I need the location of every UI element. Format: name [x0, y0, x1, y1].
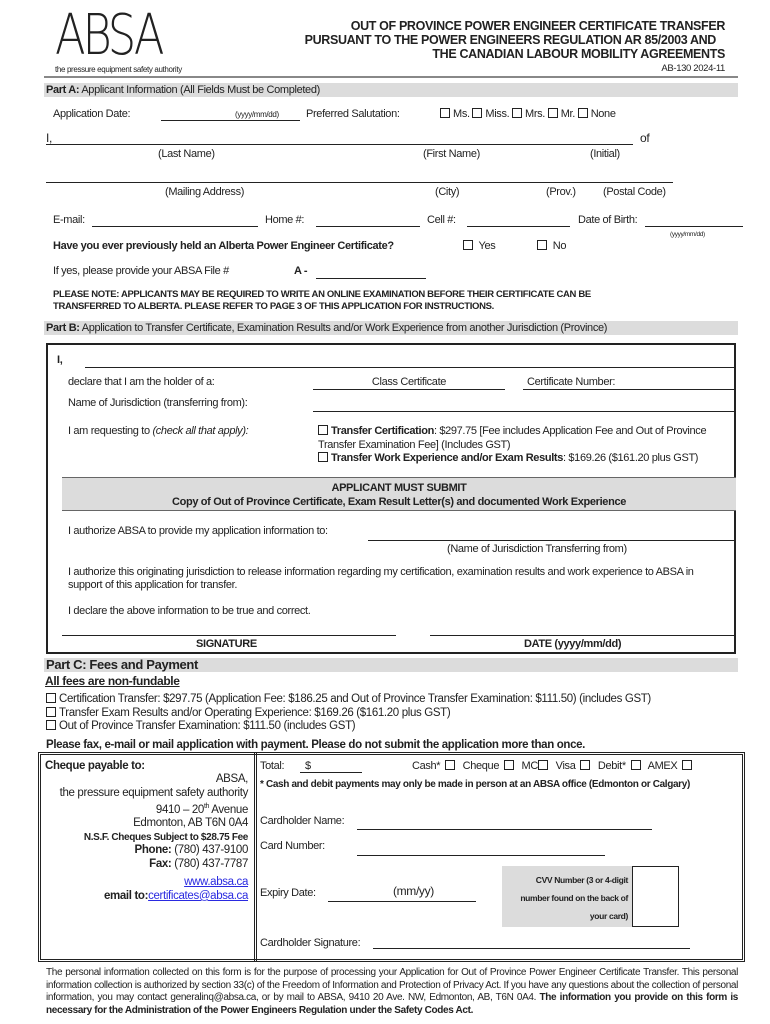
checkbox[interactable] [537, 240, 547, 250]
method-label: Cash* [412, 760, 441, 772]
postal-code-caption: (Postal Code) [603, 186, 666, 198]
dob-field[interactable] [645, 226, 743, 227]
method-label: Visa [555, 760, 576, 772]
form-number: AB-130 2024-11 [661, 63, 725, 74]
salutation-ms[interactable] [440, 108, 470, 120]
expiry-field[interactable] [328, 901, 476, 902]
checkbox[interactable] [580, 760, 590, 770]
salutation-none[interactable] [578, 108, 616, 120]
method-cash[interactable] [412, 760, 458, 772]
street-number: 9410 – 20 [155, 803, 204, 816]
must-submit-title: APPLICANT MUST SUBMIT [331, 482, 467, 494]
exam-note-line-1: PLEASE NOTE: APPLICANTS MAY BE REQUIRED TO WRITE AN ONLINE EXAMINATION BEFORE THEIR CERTIFICATE CAN BE [53, 289, 591, 300]
salutation-mr[interactable] [548, 108, 575, 120]
cardholder-signature-label: Cardholder Signature: [260, 937, 361, 949]
of-label: of [640, 131, 650, 145]
fee-option-certification[interactable] [46, 693, 651, 705]
authorize-absa-label: I authorize ABSA to provide my application information to: [68, 525, 328, 537]
request-options [318, 425, 718, 466]
card-number-field[interactable] [357, 855, 605, 856]
option-transfer-experience[interactable] [318, 452, 718, 466]
cvv-label: CVV Number (3 or 4-digit number found on the back of your card) [502, 866, 632, 927]
method-visa[interactable] [556, 760, 594, 772]
checkbox[interactable] [512, 108, 522, 118]
fee-option-exam-results[interactable] [46, 707, 450, 719]
checkbox[interactable] [548, 108, 558, 118]
payee-city: Edmonton, AB T6N 0A4 [133, 817, 248, 830]
authorize-jurisdiction-caption: (Name of Jurisdiction Transferring from) [447, 543, 627, 555]
website-link[interactable]: www.absa.ca [184, 876, 248, 889]
total-field[interactable] [300, 760, 362, 773]
street-suffix: th [203, 803, 210, 810]
expiry-format: (mm/yy) [393, 884, 434, 898]
fee-option-examination[interactable] [46, 720, 355, 732]
salutation-label: None [590, 108, 616, 120]
non-refundable-notice: All fees are non-fundable [45, 674, 180, 688]
privacy-notice [46, 967, 738, 1017]
option-detail: : $297.75 [Fee includes Application Fee and Out of Province Transfer Examination Fee] (Includes GST) [318, 425, 707, 451]
salutation-label: Mrs. [525, 108, 546, 120]
method-debit[interactable] [598, 760, 644, 772]
part-a-header [44, 83, 738, 97]
salutation-miss[interactable] [472, 108, 509, 120]
class-certificate-label: Class Certificate [371, 376, 447, 388]
must-submit-banner [62, 477, 736, 511]
authorize-jurisdiction-field[interactable] [368, 540, 735, 541]
cell-phone-field[interactable] [467, 226, 570, 227]
cash-debit-note: * Cash and debit payments may only be made in person at an ABSA office (Edmonton or Calgary) [260, 779, 690, 790]
privacy-text: The personal information collected on this form is for the purpose of processing your Application for Out of Province Power Engineer Certificate Transfer. This personal information collection is authorized by section 33(c) of the Freedom of Information and Protection of Privacy Act. If you have any questions about the collection of personal information, you may contact generalinq@absa.ca, or by mail to ABSA, 9410 20 Ave. NW, Edmonton, AB, T6N 0A4. [46, 967, 738, 1003]
cheque-title: Cheque payable to: [45, 760, 145, 772]
last-name-caption: (Last Name) [158, 148, 215, 160]
full-name-field[interactable] [46, 144, 633, 145]
payee-name: ABSA, [215, 773, 248, 785]
previous-certificate-question: Have you ever previously held an Alberta Power Engineer Certificate? [53, 240, 394, 252]
cell-phone-label: Cell #: [427, 214, 456, 226]
form-title-line-2: PURSUANT TO THE POWER ENGINEERS REGULATION AR 85/2003 AND [304, 33, 716, 47]
logo-tagline: the pressure equipment safety authority [55, 65, 182, 74]
phone-label: Phone: [134, 844, 172, 857]
submission-instruction: Please fax, e-mail or mail application with payment. Please do not submit the application more than once. [46, 739, 586, 751]
cheque-address [60, 773, 248, 903]
email-label: E-mail: [53, 214, 85, 226]
nsf-fee: N.S.F. Cheques Subject to $28.75 Fee [83, 831, 248, 843]
method-label: Debit* [597, 760, 626, 772]
part-b-i-label: I, [57, 354, 63, 366]
part-a-label: Part A: [46, 84, 80, 96]
email-field[interactable] [92, 226, 258, 227]
checkbox[interactable] [46, 720, 56, 730]
fax-line [60, 858, 248, 872]
checkbox[interactable] [445, 760, 455, 770]
salutation-label: Mr. [560, 108, 575, 120]
part-b-label: Part B: [46, 322, 80, 334]
checkbox[interactable] [682, 760, 692, 770]
method-amex[interactable] [648, 760, 696, 772]
checkbox[interactable] [578, 108, 588, 118]
method-cheque[interactable] [463, 760, 517, 772]
option-title: Transfer Work Experience and/or Exam Results [331, 452, 563, 464]
initial-caption: (Initial) [590, 148, 620, 160]
option-title: Transfer Certification [331, 425, 434, 437]
total-label: Total: [260, 760, 285, 772]
salutation-label: Ms. [453, 108, 470, 120]
checkbox[interactable] [504, 760, 514, 770]
must-submit-detail: Copy of Out of Province Certificate, Exam Result Letter(s) and documented Work Experience [172, 496, 626, 508]
certificate-number-label: Certificate Number: [527, 376, 616, 388]
city-caption: (City) [435, 186, 460, 198]
privacy-bold-text: The information you provide on this form is necessary for the Administration of the Power Engineers Regulation under the Safety Codes Act. [46, 992, 738, 1016]
part-b-name-field[interactable] [85, 367, 735, 368]
checkbox[interactable] [472, 108, 482, 118]
date-field[interactable] [430, 635, 735, 636]
checkbox[interactable] [631, 760, 641, 770]
file-number-label: If yes, please provide your ABSA File # [53, 265, 229, 277]
answer-no[interactable] [537, 240, 566, 252]
salutation-options [440, 108, 616, 120]
jurisdiction-field[interactable] [313, 411, 735, 412]
checkbox[interactable] [46, 707, 56, 717]
payee-street [60, 800, 248, 817]
signature-caption: SIGNATURE [196, 638, 257, 650]
email-link[interactable]: certificates@absa.ca [148, 889, 248, 902]
option-transfer-certification[interactable] [318, 425, 718, 452]
cvv-field[interactable] [632, 866, 679, 927]
checkbox[interactable] [440, 108, 450, 118]
method-label: AMEX [647, 760, 678, 772]
answer-yes[interactable] [463, 240, 495, 252]
part-b-title: Application to Transfer Certificate, Examination Results and/or Work Experience from another Jurisdiction (Province) [79, 322, 608, 334]
payee-full-name: the pressure equipment safety authority [59, 786, 248, 799]
signature-field[interactable] [62, 635, 396, 636]
mailing-address-caption: (Mailing Address) [165, 186, 245, 198]
payment-methods [412, 760, 695, 772]
requesting-label [68, 425, 248, 437]
phone-number: (780) 437-9100 [171, 844, 248, 857]
address-field[interactable] [46, 182, 673, 183]
date-caption: DATE (yyyy/mm/dd) [524, 638, 622, 650]
file-number-prefix: A - [294, 265, 308, 277]
checkbox[interactable] [318, 425, 328, 435]
authorize-release-text: I authorize this originating jurisdiction to release information regarding my certification, examination results and work experience to ABSA in support of this application for transfer. [68, 566, 694, 591]
first-name-caption: (First Name) [423, 148, 480, 160]
method-label: Cheque [462, 760, 500, 772]
fee-label: Certification Transfer: $297.75 (Application Fee: $186.25 and Out of Province Transfer Examination: $111.50) (includes GST) [59, 693, 651, 705]
fax-number: (780) 437-7787 [171, 857, 248, 870]
form-title-line-1: OUT OF PROVINCE POWER ENGINEER CERTIFICATE TRANSFER [350, 19, 725, 33]
application-date-field[interactable] [161, 120, 300, 121]
salutation-label: Miss. [485, 108, 510, 120]
checkbox[interactable] [538, 760, 548, 770]
salutation-mrs[interactable] [512, 108, 545, 120]
requesting-italic: (check all that apply): [152, 425, 249, 437]
phone-line [60, 844, 248, 858]
header-divider [44, 76, 738, 78]
exam-note-line-2: TRANSFERRED TO ALBERTA. PLEASE REFER TO PAGE 3 OF THIS APPLICATION FOR INSTRUCTIONS. [53, 301, 494, 312]
class-certificate-field[interactable] [313, 376, 505, 390]
method-label: MC [521, 760, 538, 772]
fee-label: Out of Province Transfer Examination: $111.50 (includes GST) [59, 720, 356, 732]
cardholder-name-field[interactable] [357, 829, 652, 830]
currency-symbol: $ [305, 760, 311, 772]
application-date-label: Application Date: [53, 108, 131, 120]
checkbox[interactable] [318, 452, 328, 462]
home-phone-field[interactable] [316, 226, 420, 227]
card-number-label: Card Number: [260, 840, 325, 852]
expiry-label: Expiry Date: [260, 887, 316, 899]
prov-caption: (Prov.) [546, 186, 576, 198]
dob-label: Date of Birth: [578, 214, 638, 226]
certificate-number-field[interactable] [523, 376, 735, 390]
checkbox[interactable] [46, 693, 56, 703]
declare-label: declare that I am the holder of a: [68, 376, 215, 388]
cardholder-signature-field[interactable] [373, 948, 690, 949]
part-a-title: Applicant Information (All Fields Must be Completed) [79, 84, 320, 96]
file-number-field[interactable] [316, 278, 426, 279]
checkbox[interactable] [463, 240, 473, 250]
part-c-header [44, 658, 738, 672]
payment-box-divider [254, 752, 257, 962]
application-date-format: (yyyy/mm/dd) [235, 110, 279, 119]
home-phone-label: Home #: [265, 214, 305, 226]
no-label: No [552, 240, 567, 252]
cardholder-name-label: Cardholder Name: [260, 815, 345, 827]
street-name: Avenue [209, 803, 248, 816]
part-c-title: Part C: Fees and Payment [46, 657, 198, 672]
requesting-text: I am requesting to [68, 425, 153, 437]
part-b-header [44, 321, 738, 335]
form-title-line-3: THE CANADIAN LABOUR MOBILITY AGREEMENTS [432, 47, 725, 61]
fax-label: Fax: [149, 857, 172, 870]
fee-label: Transfer Exam Results and/or Operating Experience: $169.26 ($161.20 plus GST) [59, 707, 451, 719]
dob-format: (yyyy/mm/dd) [670, 231, 705, 238]
method-mc[interactable] [522, 760, 551, 772]
email-label: email to: [103, 889, 149, 902]
option-detail: : $169.26 ($161.20 plus GST) [563, 452, 699, 464]
absa-logo: ABSA [55, 3, 162, 68]
jurisdiction-label: Name of Jurisdiction (transferring from): [68, 397, 248, 409]
i-label: I, [46, 131, 52, 145]
salutation-label: Preferred Salutation: [306, 108, 400, 120]
email-line [60, 890, 248, 904]
declare-true-text: I declare the above information to be true and correct. [68, 605, 311, 617]
yes-label: Yes [478, 240, 496, 252]
